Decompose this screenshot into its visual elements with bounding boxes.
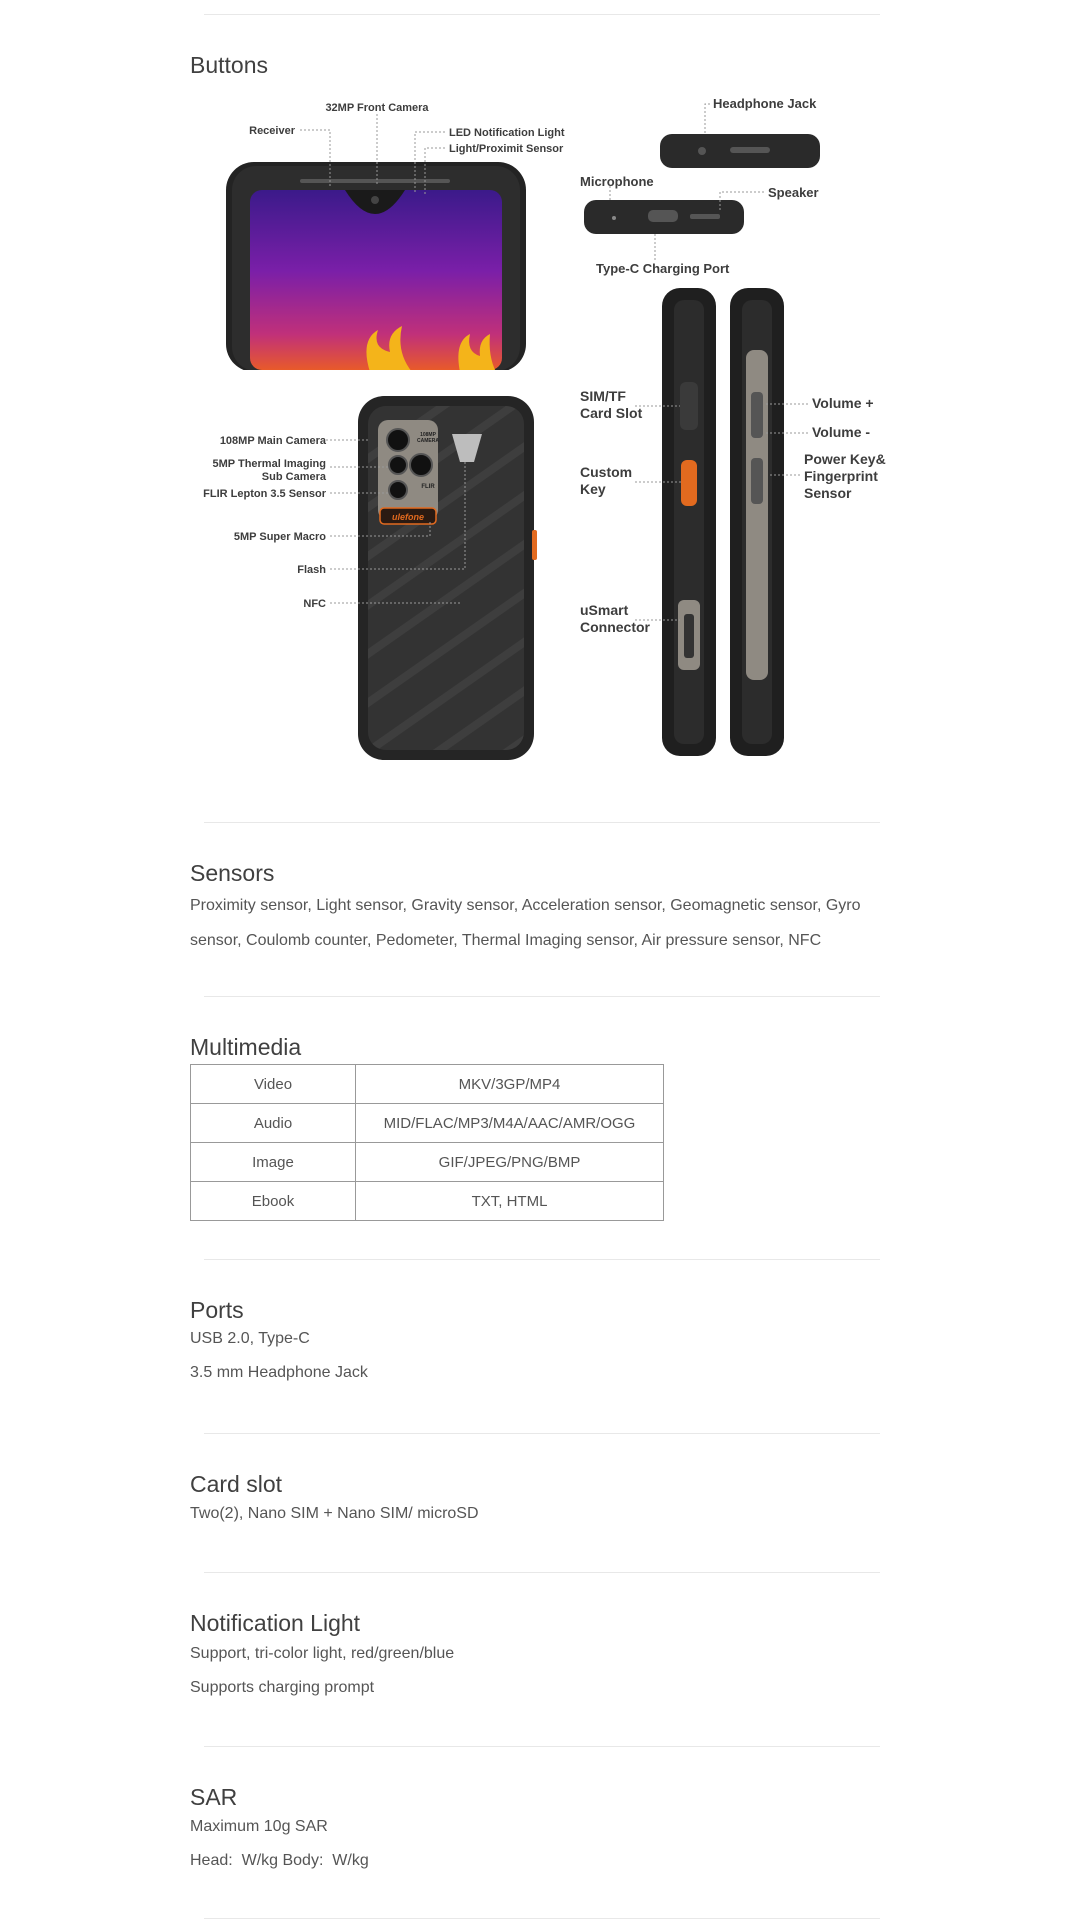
callout-speaker: Speaker: [768, 185, 819, 200]
callout-microphone: Microphone: [580, 174, 654, 189]
callout-custom-line1: Custom: [580, 464, 633, 480]
callout-receiver: Receiver: [249, 125, 295, 137]
callout-nfc: NFC: [303, 598, 326, 610]
camera-badge-line1: 108MP: [420, 432, 436, 438]
section-title-sensors: Sensors: [190, 860, 275, 886]
table-cell-value: TXT, HTML: [356, 1182, 664, 1221]
divider: [204, 1572, 880, 1573]
multimedia-table: [190, 1064, 664, 1221]
callout-usmart-line1: uSmart: [580, 602, 629, 618]
callout-led-light: LED Notification Light: [449, 127, 565, 139]
section-title-notification-light: Notification Light: [190, 1610, 361, 1636]
sar-line: Head: W/kg Body: W/kg: [190, 1852, 369, 1869]
divider: [204, 14, 880, 15]
table-cell-label: Video: [191, 1065, 356, 1104]
ports-line: USB 2.0, Type-C: [190, 1330, 310, 1347]
callout-flash: Flash: [297, 564, 326, 576]
divider: [204, 996, 880, 997]
callout-main-camera: 108MP Main Camera: [219, 435, 326, 447]
callout-flir-sensor: FLIR Lepton 3.5 Sensor: [203, 488, 326, 500]
flir-badge: FLIR: [421, 484, 435, 490]
callout-volume-down: Volume -: [812, 424, 871, 440]
ports-line: 3.5 mm Headphone Jack: [190, 1364, 368, 1381]
section-title-multimedia: Multimedia: [190, 1034, 302, 1060]
card-slot-line: Two(2), Nano SIM + Nano SIM/ microSD: [190, 1505, 479, 1522]
divider: [204, 1746, 880, 1747]
buttons-diagram: [190, 90, 890, 770]
callout-power-line2: Fingerprint: [804, 468, 878, 484]
section-title-card-slot: Card slot: [190, 1471, 283, 1497]
table-cell-label: Ebook: [191, 1182, 356, 1221]
front-view-phone: [226, 162, 526, 374]
callout-sim-line1: SIM/TF: [580, 388, 626, 404]
sensors-list: Proximity sensor, Light sensor, Gravity sensor, Acceleration sensor, Geomagnetic sensor, Gyro sensor, Coulomb counter, Pedometer, Thermal Imaging sensor, Air pressure sensor, NFC: [190, 897, 861, 949]
right-side-view: [730, 288, 784, 756]
callout-power-line1: Power Key&: [804, 451, 886, 467]
table-row: [191, 1065, 664, 1104]
callout-thermal-line1: 5MP Thermal Imaging: [212, 458, 326, 470]
callout-front-camera: 32MP Front Camera: [325, 102, 429, 114]
callout-typec-port: Type-C Charging Port: [596, 261, 730, 276]
table-row: [191, 1182, 664, 1221]
callout-sim-line2: Card Slot: [580, 405, 643, 421]
sar-line: Maximum 10g SAR: [190, 1818, 328, 1835]
camera-badge-line2: CAMERA: [417, 438, 439, 444]
table-cell-value: GIF/JPEG/PNG/BMP: [356, 1143, 664, 1182]
notification-light-line: Supports charging prompt: [190, 1679, 375, 1696]
callout-light-sensor: Light/Proximit Sensor: [449, 143, 564, 155]
callout-volume-up: Volume +: [812, 395, 874, 411]
left-side-view: [662, 288, 716, 756]
brand-logo: ulefone: [391, 512, 425, 522]
table-row: [191, 1143, 664, 1182]
divider: [204, 822, 880, 823]
callout-super-macro: 5MP Super Macro: [233, 531, 326, 543]
section-title-ports: Ports: [190, 1297, 244, 1323]
svg-text:CAMERA: [417, 438, 439, 444]
callout-thermal-line2: Sub Camera: [261, 471, 326, 483]
section-title-buttons: Buttons: [190, 52, 268, 78]
callout-custom-line2: Key: [580, 481, 606, 497]
section-title-sar: SAR: [190, 1784, 238, 1810]
table-row: [191, 1104, 664, 1143]
divider: [204, 1433, 880, 1434]
callout-power-line3: Sensor: [804, 485, 852, 501]
svg-text:FLIR: [421, 484, 435, 490]
table-cell-value: MID/FLAC/MP3/M4A/AAC/AMR/OGG: [356, 1104, 664, 1143]
table-cell-label: Audio: [191, 1104, 356, 1143]
callout-usmart-line2: Connector: [580, 619, 650, 635]
top-edge-view: [660, 134, 820, 168]
table-cell-value: MKV/3GP/MP4: [356, 1065, 664, 1104]
svg-text:ulefone: [392, 512, 424, 522]
back-view-phone: [358, 396, 537, 760]
callout-headphone-jack: Headphone Jack: [713, 96, 817, 111]
notification-light-line: Support, tri-color light, red/green/blue: [190, 1645, 455, 1662]
divider: [204, 1918, 880, 1919]
table-cell-label: Image: [191, 1143, 356, 1182]
divider: [204, 1259, 880, 1260]
